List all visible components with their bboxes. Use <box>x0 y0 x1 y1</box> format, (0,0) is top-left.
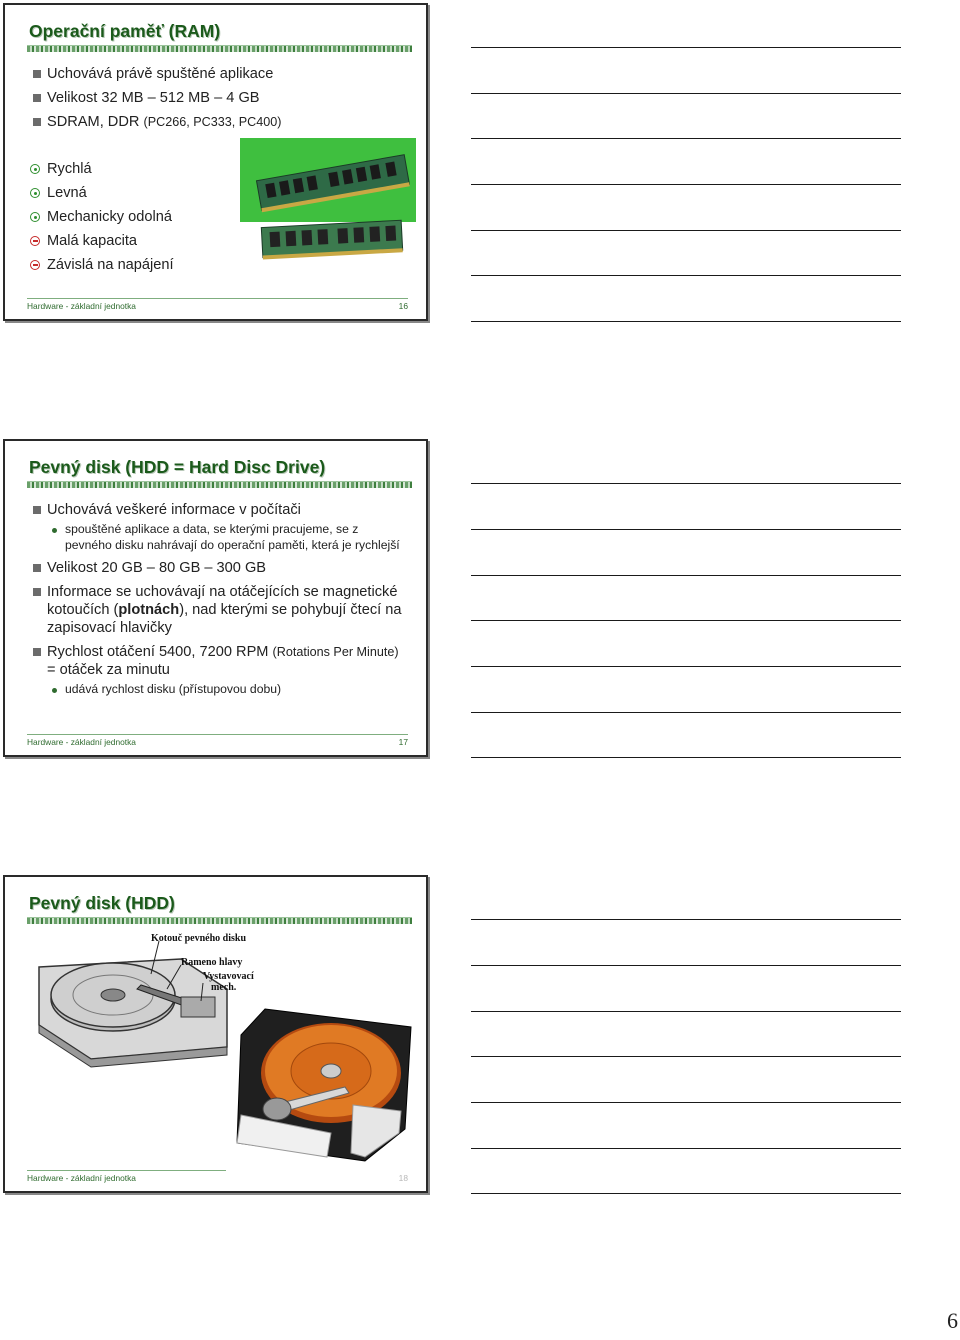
slide-18 <box>3 875 428 1193</box>
note-line <box>471 575 901 576</box>
bullet-item <box>31 113 406 131</box>
note-line <box>471 712 901 713</box>
bullet-text: Informace se uchovávají na otáčejících se magnetické kotoučích ( <box>47 584 398 618</box>
label-platter: Kotouč pevného disku <box>151 933 247 944</box>
note-line <box>471 620 901 621</box>
bullet-text: ), nad kterými se pohybují čtecí na zapisovací hlavičky <box>47 602 402 636</box>
con-item <box>29 256 174 274</box>
pro-text: Rychlá <box>47 161 92 177</box>
pro-item <box>29 160 174 178</box>
note-line <box>471 483 901 484</box>
bullet-small-text: (Rotations Per Minute) <box>272 645 399 659</box>
pro-text: Mechanicky odolná <box>47 209 172 225</box>
minus-circle-icon <box>30 260 40 270</box>
label-actuator-1: Vystavovací <box>203 971 254 982</box>
bullet-text: Uchovává veškeré informace v počítači <box>47 502 301 518</box>
note-line <box>471 138 901 139</box>
slide-footer: Hardware - základní jednotka <box>27 1173 136 1183</box>
slide-footer: Hardware - základní jednotka <box>27 301 136 311</box>
sub-bullet-text: spouštěné aplikace a data, se kterými pracujeme, se z pevného disku nahrávají do operační paměti, která je rychlejší <box>65 522 400 552</box>
bullet-list <box>31 501 406 704</box>
slide-title: Pevný disk (HDD = Hard Disc Drive) <box>29 457 326 477</box>
note-line <box>471 47 901 48</box>
title-underline <box>27 45 412 52</box>
sub-bullet-item <box>31 522 406 553</box>
bullet-item <box>31 501 406 519</box>
bullet-text: Velikost 32 MB – 512 MB – 4 GB <box>47 90 260 106</box>
plus-circle-icon <box>30 164 40 174</box>
note-line <box>471 1148 901 1149</box>
bullet-item <box>31 89 406 107</box>
label-arm: Rameno hlavy <box>181 957 243 968</box>
hdd-photo <box>233 1005 415 1167</box>
bullet-list <box>31 65 406 137</box>
pro-item <box>29 208 174 226</box>
sub-bullet-text: udává rychlost disku (přístupovou dobu) <box>65 682 282 696</box>
bullet-bold-text: plotnách <box>118 602 180 618</box>
note-line <box>471 184 901 185</box>
page-number: 6 <box>947 1308 958 1333</box>
title-underline <box>27 481 412 488</box>
bullet-text: SDRAM, DDR <box>47 114 140 130</box>
note-line <box>471 757 901 758</box>
slide-title: Pevný disk (HDD) <box>29 893 175 913</box>
bullet-text: Velikost 20 GB – 80 GB – 300 GB <box>47 560 267 576</box>
note-line <box>471 321 901 322</box>
note-line <box>471 1102 901 1103</box>
slide-16 <box>3 3 428 321</box>
con-text: Závislá na napájení <box>47 257 174 273</box>
footer-divider <box>27 1170 226 1171</box>
bullet-item <box>31 583 406 637</box>
pros-cons-list <box>29 160 174 280</box>
bullet-item <box>31 559 406 577</box>
footer-divider <box>27 734 408 735</box>
note-line <box>471 275 901 276</box>
note-line <box>471 1056 901 1057</box>
note-line <box>471 230 901 231</box>
bullet-item <box>31 643 406 679</box>
plus-circle-icon <box>30 212 40 222</box>
label-actuator-2: mech. <box>211 982 237 993</box>
slide-title: Operační paměť (RAM) <box>29 21 221 41</box>
bullet-text: Rychlost otáčení 5400, 7200 RPM <box>47 644 273 660</box>
plus-circle-icon <box>30 188 40 198</box>
note-line <box>471 1193 901 1194</box>
bullet-small-text: (PC266, PC333, PC400) <box>143 115 282 129</box>
slide-number: 17 <box>398 737 408 747</box>
slide-17 <box>3 439 428 757</box>
note-line <box>471 93 901 94</box>
pro-text: Levná <box>47 185 87 201</box>
minus-circle-icon <box>30 236 40 246</box>
bullet-text: Uchovává právě spuštěné aplikace <box>47 66 274 82</box>
bullet-item <box>31 65 406 83</box>
pro-item <box>29 184 174 202</box>
ram-modules-image <box>240 138 416 268</box>
sub-bullet-item <box>31 682 406 698</box>
note-line <box>471 919 901 920</box>
note-line <box>471 529 901 530</box>
slide-footer: Hardware - základní jednotka <box>27 737 136 747</box>
note-line <box>471 666 901 667</box>
note-line <box>471 965 901 966</box>
slide-number: 18 <box>398 1173 408 1183</box>
footer-divider <box>27 298 408 299</box>
title-underline <box>27 917 412 924</box>
bullet-text: = otáček za minutu <box>47 662 170 678</box>
note-line <box>471 1011 901 1012</box>
con-item <box>29 232 174 250</box>
con-text: Malá kapacita <box>47 233 138 249</box>
slide-number: 16 <box>398 301 408 311</box>
